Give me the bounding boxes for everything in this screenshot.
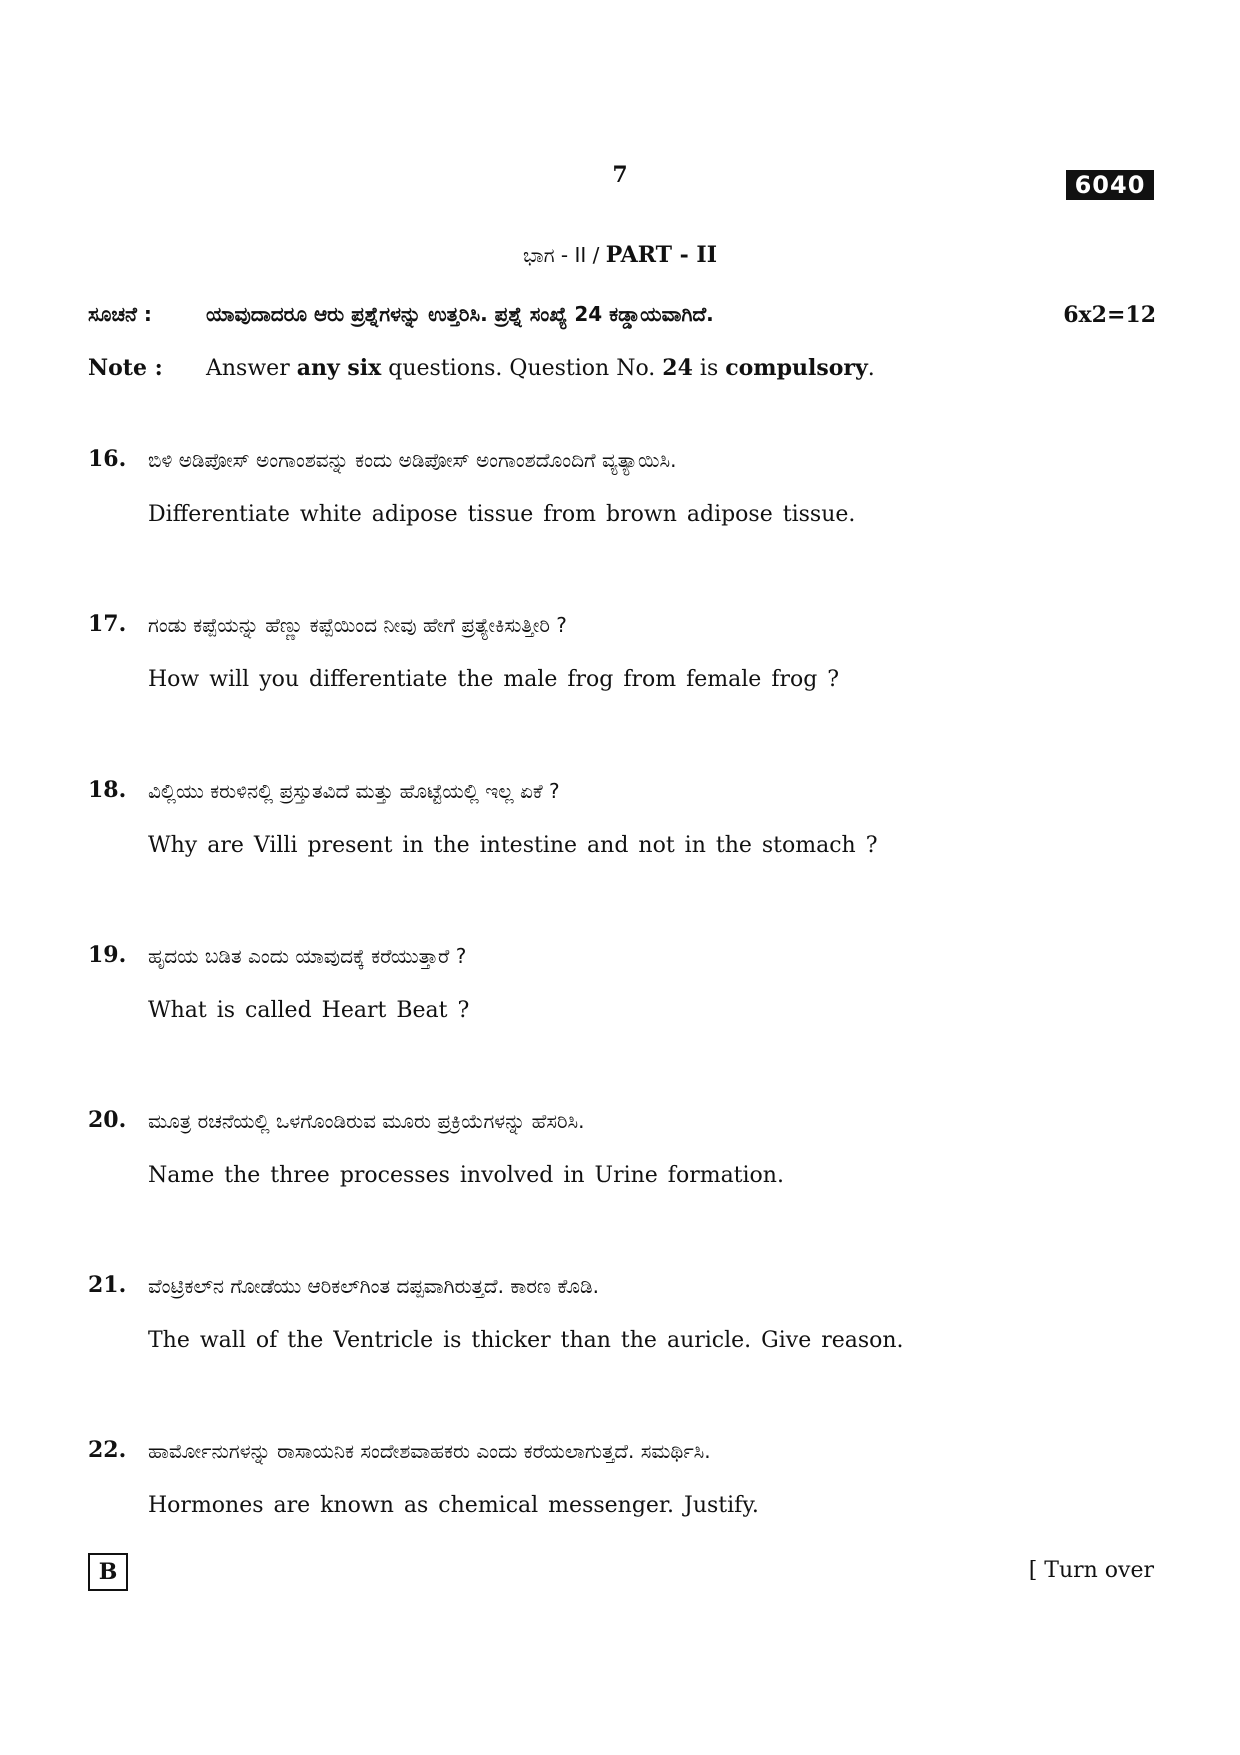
question-text-kannada: ಬಿಳಿ ಅಡಿಪೋಸ್ ಅಂಗಾಂಶವನ್ನು ಕಂದು ಅಡಿಪೋಸ್ ಅಂಗಾಂಶದೊಂದಿಗೆ ವ್ಯತ್ಯಾಯಿಸಿ. xyxy=(148,448,677,472)
page-number: 7 xyxy=(612,162,628,188)
question-text-kannada: ಹಾರ್ಮೋನುಗಳನ್ನು ರಾಸಾಯನಿಕ ಸಂದೇಶವಾಹಕರು ಎಂದು ಕರೆಯಲಾಗುತ್ತದೆ. ಸಮರ್ಥಿಸಿ. xyxy=(148,1439,711,1463)
question-text-kannada: ಗಂಡು ಕಪ್ಪೆಯನ್ನು ಹೆಣ್ಣು ಕಪ್ಪೆಯಿಂದ ನೀವು ಹೇಗೆ ಪ್ರತ್ಯೇಕಿಸುತ್ತೀರಿ ? xyxy=(148,613,567,637)
question-text-english: The wall of the Ventricle is thicker than the auricle. Give reason. xyxy=(148,1328,904,1353)
question-text-kannada: ವೆಂಟ್ರಿಕಲ್‌ನ ಗೋಡೆಯು ಆರಿಕಲ್‌ಗಿಂತ ದಪ್ಪವಾಗಿರುತ್ತದೆ. ಕಾರಣ ಕೊಡಿ. xyxy=(148,1274,599,1298)
note-part: . xyxy=(867,356,875,381)
note-text xyxy=(206,355,875,381)
part-heading-kannada: ಭಾಗ - II / xyxy=(522,243,606,267)
question-text-kannada: ಮೂತ್ರ ರಚನೆಯಲ್ಲಿ ಒಳಗೊಂಡಿರುವ ಮೂರು ಪ್ರಕ್ರಿಯೆಗಳನ್ನು ಹೆಸರಿಸಿ. xyxy=(148,1109,585,1133)
series-box: B xyxy=(88,1553,128,1591)
note-emphasis-any-six: any six xyxy=(296,355,382,381)
question-number: 21. xyxy=(88,1272,127,1298)
question-text-kannada: ಹೃದಯ ಬಡಿತ ಎಂದು ಯಾವುದಕ್ಕೆ ಕರೆಯುತ್ತಾರೆ ? xyxy=(148,944,467,968)
instruction-kannada-label: ಸೂಚನೆ : xyxy=(88,302,152,326)
note-emphasis-question-number: 24 xyxy=(662,355,693,381)
part-heading-english: PART - II xyxy=(605,242,718,268)
question-text-english: Why are Villi present in the intestine and not in the stomach ? xyxy=(148,833,878,858)
instruction-kannada-text: ಯಾವುದಾದರೂ ಆರು ಪ್ರಶ್ನೆಗಳನ್ನು ಉತ್ತರಿಸಿ. ಪ್ರಶ್ನೆ ಸಂಖ್ಯೆ 24 ಕಡ್ಡಾಯವಾಗಿದೆ. xyxy=(206,302,714,326)
note-part: Answer xyxy=(206,356,297,381)
note-emphasis-compulsory: compulsory xyxy=(725,355,868,381)
note-label: Note : xyxy=(88,355,163,381)
question-number: 20. xyxy=(88,1107,127,1133)
turn-over-label: [ Turn over xyxy=(1028,1558,1154,1583)
note-part: is xyxy=(692,356,726,381)
question-number: 19. xyxy=(88,942,127,968)
marks-allocation: 6x2=12 xyxy=(1063,302,1156,328)
question-text-kannada: ವಿಲ್ಲಿಯು ಕರುಳಿನಲ್ಲಿ ಪ್ರಸ್ತುತವಿದೆ ಮತ್ತು ಹೊಟ್ಟೆಯಲ್ಲಿ ಇಲ್ಲ ಏಕೆ ? xyxy=(148,779,560,803)
question-text-english: Name the three processes involved in Urine formation. xyxy=(148,1163,784,1188)
question-number: 16. xyxy=(88,446,127,472)
question-text-english: How will you differentiate the male frog from female frog ? xyxy=(148,667,840,692)
question-text-english: What is called Heart Beat ? xyxy=(148,998,470,1023)
question-number: 22. xyxy=(88,1437,127,1463)
paper-code-badge: 6040 xyxy=(1066,170,1154,200)
question-text-english: Differentiate white adipose tissue from brown adipose tissue. xyxy=(148,502,856,527)
question-number: 17. xyxy=(88,611,127,637)
part-heading xyxy=(0,242,1240,268)
note-part: questions. Question No. xyxy=(381,356,663,381)
question-text-english: Hormones are known as chemical messenger. Justify. xyxy=(148,1493,759,1518)
question-number: 18. xyxy=(88,777,127,803)
